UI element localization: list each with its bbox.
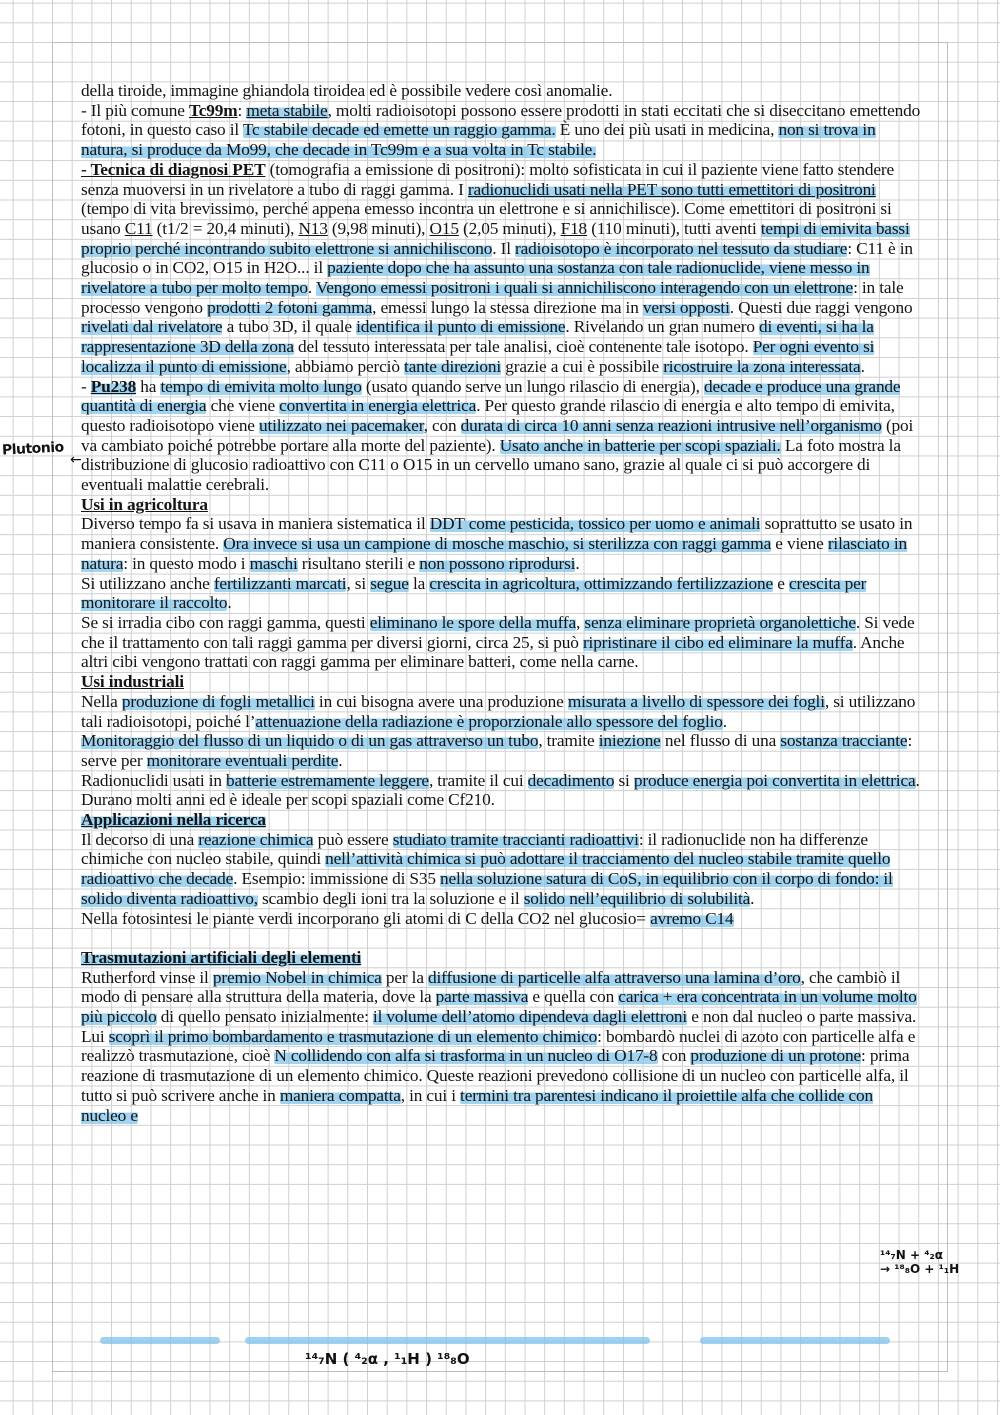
text-run: . Durano molti anni ed è ideale per scopi spaziali come Cf210.	[81, 770, 920, 810]
highlighted-text: meta stabile	[246, 100, 328, 120]
text-run: soprattutto se usato in maniera consistente.	[81, 514, 913, 554]
text-run: Diverso tempo fa si usava in maniera sistematica il	[81, 514, 430, 534]
text-run: È uno dei più usati in medicina,	[555, 120, 779, 140]
bold-term: Usi in agricoltura	[81, 494, 208, 514]
highlighter-stroke	[700, 1337, 890, 1344]
text-run: Si utilizzano anche	[81, 573, 214, 593]
text-run: (110 minuti), tutti aventi	[587, 218, 761, 238]
highlighted-text: reazione chimica	[198, 829, 314, 849]
text-run: . Questi due raggi vengono	[729, 297, 913, 317]
text-run: (2,05 minuti),	[458, 218, 561, 238]
highlighted-text: crescita in agricoltura, ottimizzando fertilizzazione	[429, 573, 774, 593]
highlighted-text: premio Nobel in chimica	[212, 967, 382, 987]
text-run: O15	[429, 218, 459, 238]
paragraph	[81, 771, 921, 810]
highlighted-text: Usato anche in batterie per scopi spaziali.	[499, 435, 781, 455]
text-run: .	[575, 553, 580, 573]
text-run: (poi va cambiato poiché potrebbe portare alla morte del paziente).	[81, 415, 914, 455]
text-run: , tramite	[538, 731, 599, 751]
text-run: (tomografia a emissione di positroni): molto sofisticata in cui il paziente viene fatto stendere senza muoversi in un rivelatore a tubo di raggi gamma. I	[81, 159, 894, 199]
text-run: , si	[346, 573, 371, 593]
text-run: -	[81, 376, 91, 396]
text-run: ,	[576, 612, 585, 632]
text-run: - Il più comune	[81, 100, 189, 120]
bold-term: Tc99m	[188, 100, 238, 120]
text-run: Se si irradia cibo con raggi gamma, questi	[81, 612, 370, 632]
text-run: nel flusso di una	[660, 731, 781, 751]
highlighted-text: maniera compatta	[279, 1085, 401, 1105]
handwritten-compact-equation: ¹⁴₇N ( ⁴₂α , ¹₁H ) ¹⁸₈O	[305, 1350, 470, 1368]
highlighted-text: produce energia poi convertita in elettrica	[633, 770, 916, 790]
text-run: C11	[124, 218, 153, 238]
text-run: , con	[423, 415, 461, 435]
text-run: (9,98 minuti),	[327, 218, 430, 238]
highlighted-text: tante direzioni	[403, 356, 502, 376]
text-run: , emessi lungo la stessa direzione ma in	[372, 297, 643, 317]
highlighted-text: Tc stabile decade ed emette un raggio gamma.	[242, 120, 556, 140]
section-heading	[81, 948, 921, 968]
text-run: Radionuclidi usati in	[81, 770, 227, 790]
highlighted-text: paziente dopo che ha assunto una sostanza con tale radionuclide, viene messo in rivelatore a tubo per molto tempo	[81, 258, 870, 298]
highlighted-text: crescita per monitorare il raccolto	[81, 573, 867, 613]
paragraph	[81, 731, 921, 770]
text-run: la	[408, 573, 430, 593]
text-run: La foto mostra la distribuzione di glucosio radioattivo con C11 o O15 in un cervello umano sano, grazie al quale ci si può accorgere di eventuali malattie cerebrali.	[81, 435, 901, 495]
text-run: , si utilizzano tali radioisotopi, poiché l’	[81, 691, 916, 731]
text-run: .	[722, 711, 727, 731]
text-run: e	[773, 573, 789, 593]
text-run: :	[237, 100, 247, 120]
highlighted-text: ripristinare il cibo ed eliminare la muffa	[582, 632, 853, 652]
highlighted-text: produzione di un protone	[690, 1046, 862, 1066]
equation-products: → ¹⁸₈O + ¹₁H	[880, 1262, 960, 1276]
text-run: (tempo di vita brevissimo, perché appena emesso incontra un elettrone e si annichilisce). Come emettitori di positroni si usano	[81, 199, 892, 238]
highlighted-text: fertilizzanti marcati	[213, 573, 347, 593]
highlighted-text: solido nell’equilibrio di solubilità	[523, 888, 751, 908]
paragraph	[81, 692, 921, 731]
highlighted-text: scoprì il primo bombardamento e trasmutazione di un elemento chimico	[108, 1026, 598, 1046]
highlighted-text: Applicazioni nella ricerca	[81, 810, 266, 830]
section-heading	[81, 495, 921, 515]
text-run: per la	[381, 967, 429, 987]
text-run: : il radionuclide non ha differenze chimiche con nucleo stabile, quindi	[81, 829, 868, 869]
highlighted-text: batterie estremamente leggere	[226, 770, 429, 790]
highlighted-text: DDT come pesticida, tossico per uomo e animali	[429, 514, 761, 534]
text-run: scambio degli ioni tra la soluzione e il	[257, 888, 524, 908]
text-run: Nella fotosintesi le piante verdi incorporano gli atomi di C della CO2 nel glucosio=	[81, 908, 651, 928]
text-run: . Si vede che il trattamento con tali raggi gamma per diversi giorni, circa 25, si può	[81, 612, 915, 652]
highlighted-text: Vengono emessi positroni i quali si annichiliscono interagendo con un elettrone	[315, 278, 854, 298]
highlighter-stroke	[245, 1337, 650, 1344]
highlighted-text: misurata a livello di spessore dei fogli	[567, 691, 825, 711]
highlighted-text: decadimento	[527, 770, 615, 790]
text-run: : C11 è in glucosio o in CO2, O15 in H2O... il	[81, 238, 913, 278]
highlighted-text: radioisotopo è incorporato nel tessuto da studiare	[515, 238, 848, 258]
text-run: . Rivelando un gran numero	[565, 317, 760, 337]
text-run: può essere	[313, 829, 393, 849]
highlighted-text: sostanza tracciante	[780, 731, 908, 751]
paragraph	[81, 514, 921, 573]
highlighted-text: Pu238	[90, 376, 137, 396]
section-heading	[81, 810, 921, 830]
highlighted-text: il volume dell’atomo dipendeva dagli elettroni	[372, 1007, 688, 1027]
highlighted-text: segue	[370, 573, 409, 593]
notes-body	[81, 81, 921, 1125]
highlighted-text: avremo C14	[650, 908, 734, 928]
text-run: : in tale processo vengono	[81, 278, 904, 317]
highlighted-text: nell’attività chimica si può adottare il tracciamento del nucleo stabile tramite quello radioattivo che decade	[81, 849, 891, 889]
highlighted-text: ricostruire la zona interessata	[663, 356, 861, 376]
text-run: a tubo 3D, il quale	[222, 317, 357, 337]
highlighted-text: identifica il punto di emissione	[356, 317, 566, 337]
bold-term: - Tecnica di diagnosi PET	[81, 159, 266, 179]
text-run: .	[227, 593, 232, 613]
text-run: e viene	[771, 534, 828, 554]
text-run: , molti radioisotopi possono essere prodotti in stati eccitati che si diseccitano emettendo fotoni, in questo caso il	[81, 100, 921, 140]
text-run: : serve per	[81, 731, 913, 770]
text-run: si	[614, 770, 634, 790]
text-run: Nella	[81, 691, 122, 711]
text-run: grazie a cui è possibile	[501, 356, 664, 376]
highlighted-text: rilasciato in natura	[81, 534, 907, 573]
text-run: . Anche altri cibi vengono trattati con raggi gamma per eliminare batteri, come nella carne.	[81, 632, 905, 672]
section-heading	[81, 672, 921, 692]
text-run: di quello pensato inizialmente:	[156, 1007, 373, 1027]
highlighted-text: produzione di fogli metallici	[121, 691, 315, 711]
highlighted-text: iniezione	[598, 731, 661, 751]
handwritten-equation-right	[880, 1248, 959, 1276]
text-run: della tiroide, immagine ghiandola tiroidea ed è possibile vedere così anomalie.	[81, 81, 613, 100]
highlighted-text: maschi	[249, 553, 298, 573]
highlighted-text: parte massiva	[435, 987, 529, 1007]
highlighted-text: attenuazione della radiazione è proporzionale allo spessore del foglio	[255, 711, 723, 731]
text-run: risultano sterili e	[297, 553, 420, 573]
margin-arrow-icon: ←	[70, 452, 82, 468]
text-run: Rutherford vinse il	[81, 967, 213, 987]
paragraph	[81, 377, 921, 495]
paragraph	[81, 613, 921, 672]
highlighted-text: di eventi, si ha la rappresentazione 3D della zona	[81, 317, 874, 357]
paragraph	[81, 574, 921, 613]
text-run: (t1/2 = 20,4 minuti),	[152, 218, 299, 238]
highlighted-text: termini tra parentesi indicano il proiettile alfa che collide con nucleo e	[81, 1085, 874, 1125]
highlighted-text: carica + era concentrata in un volume molto più piccolo	[81, 987, 917, 1027]
highlighted-text: Monitoraggio del flusso di un liquido o di un gas attraverso un tubo	[81, 731, 539, 751]
highlighted-text: studiato tramite traccianti radioattivi	[392, 829, 639, 849]
highlighted-text: utilizzato nei pacemaker	[259, 415, 424, 435]
text-run: .	[307, 278, 316, 298]
text-run: . Esempio: immissione di S35	[233, 869, 441, 889]
text-run: : prima reazione di trasmutazione di un elemento chimico. Queste reazioni prevedono collisione di un nucleo con particelle alfa, il tutto si può scrivere anche in	[81, 1046, 910, 1105]
text-run: .	[750, 888, 755, 908]
paragraph	[81, 81, 921, 101]
highlighted-text: radionuclidi usati nella PET sono tutti emettitori di positroni	[467, 179, 876, 199]
highlighted-text: eliminano le spore della muffa	[369, 612, 577, 632]
bold-term: Usi industriali	[81, 672, 184, 692]
highlighted-text: tempo di emivita molto lungo	[160, 376, 362, 396]
highlighted-text: N collidendo con alfa si trasforma in un nucleo di O17-8	[274, 1046, 658, 1066]
highlighted-text: non possono riprodursi	[419, 553, 576, 573]
highlighter-stroke	[100, 1337, 220, 1344]
text-run: . Per questo grande rilascio di energia e alto tempo di emivita, questo radioisotopo viene	[81, 396, 895, 435]
text-run: ha	[136, 376, 161, 396]
paragraph	[81, 160, 921, 377]
text-run: . Il	[492, 238, 516, 258]
text-run: .	[860, 356, 865, 376]
highlighted-text: monitorare eventuali perdite	[146, 750, 339, 770]
highlighted-text: nella soluzione satura di CoS, in equilibrio con il corpo di fondo: il solido diventa radioattivo,	[81, 869, 893, 908]
highlighted-text: durata di circa 10 anni senza reazioni intrusive nell’organismo	[460, 415, 882, 435]
text-run: : bombardò nuclei di azoto con particelle alfa e realizzò trasmutazione, cioè	[81, 1026, 916, 1066]
text-run: : in questo modo i	[123, 553, 250, 573]
equation-reactants: ¹⁴₇N + ⁴₂α	[880, 1248, 943, 1262]
highlighted-text: decade e produce una grande quantità di energia	[81, 376, 901, 416]
highlighted-text: prodotti 2 fotoni gamma	[207, 297, 373, 317]
text-run: (usato quando serve un lungo rilascio di energia),	[361, 376, 704, 396]
text-run: e quella con	[528, 987, 619, 1007]
text-run: , abbiamo perciò	[286, 356, 404, 376]
highlighted-text: Ora invece si usa un campione di mosche maschio, si sterilizza con raggi gamma	[223, 534, 772, 554]
text-run: del tessuto interessata per tale analisi, cioè contenente tale isotopo.	[293, 337, 753, 357]
text-run: Il decorso di una	[81, 829, 199, 849]
text-run: , in cui i	[400, 1085, 461, 1105]
text-run: e non dal nucleo o parte massiva. Lui	[81, 1007, 917, 1046]
text-run: N13	[298, 218, 328, 238]
highlighted-text: convertita in energia elettrica	[279, 396, 477, 416]
text-run: , che cambiò il modo di pensare alla struttura della materia, dove la	[81, 967, 901, 1007]
highlighted-text: rivelati dal rivelatore	[81, 317, 223, 337]
paragraph	[81, 968, 921, 1126]
text-run: che viene	[206, 396, 280, 416]
highlighted-text: versi opposti	[642, 297, 730, 317]
text-run: F18	[560, 218, 588, 238]
highlighted-text: diffusione di particelle alfa attraverso una lamina d’oro	[428, 967, 801, 987]
highlighted-text: senza eliminare proprietà organolettiche	[584, 612, 856, 632]
highlighted-text: tempi di emivita bassi proprio perché incontrando subito elettrone si annichiliscono	[81, 218, 910, 258]
blank-line	[81, 928, 921, 948]
text-run: .	[338, 750, 343, 770]
highlighted-text: Per ogni evento si localizza il punto di emissione	[81, 337, 875, 376]
paragraph	[81, 909, 921, 929]
text-run: , tramite il cui	[428, 770, 528, 790]
paragraph	[81, 101, 921, 160]
highlighted-text: non si trova in natura, si produce da Mo99, che decade in Tc99m e a sua volta in Tc stabile.	[81, 120, 876, 160]
text-run: in cui bisogna avere una produzione	[314, 691, 568, 711]
highlighted-text: Trasmutazioni artificiali degli elementi	[81, 947, 362, 967]
text-run: con	[657, 1046, 691, 1066]
handwritten-margin-note: Plutonio	[1, 439, 65, 459]
paragraph	[81, 830, 921, 909]
